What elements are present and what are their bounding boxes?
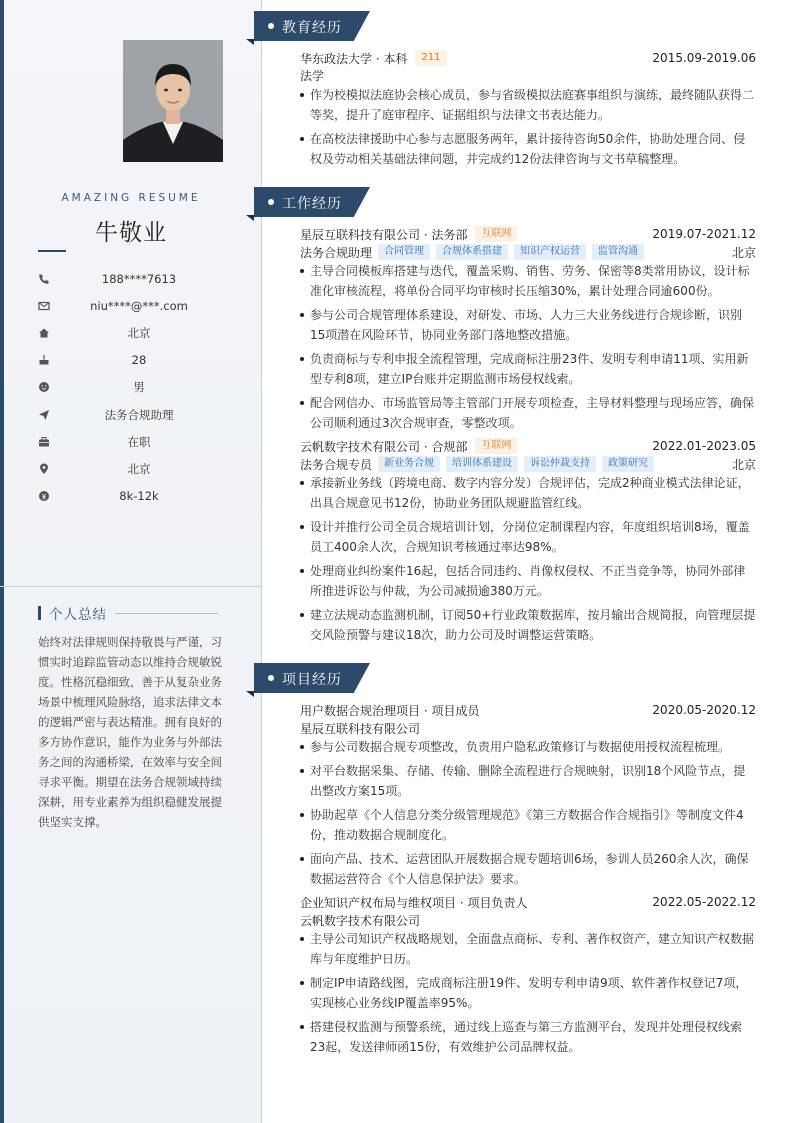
list-item: 参与公司数据合规专项整改，负责用户隐私政策修订与数据使用授权流程梳理。 — [300, 737, 756, 757]
profile-photo — [123, 40, 223, 162]
list-item: 处理商业纠纷案件16起，包括合同违约、肖像权侵权、不正当竞争等，协同外部律所推进诉讼与仲裁，为公司减损逾380万元。 — [300, 561, 756, 601]
job-1-role: 法务合规助理 — [300, 245, 373, 260]
section-education-heading — [254, 11, 370, 41]
project-2-header — [300, 893, 756, 911]
phone-icon — [38, 273, 50, 285]
project-1-bullets — [300, 737, 756, 893]
list-item: 制定IP申请路线图，完成商标注册19件、发明专利申请9项、软件著作权登记7项，实现核心业务线IP覆盖率95%。 — [300, 973, 756, 1013]
job-2-tag: 诉讼仲裁支持 — [524, 456, 596, 472]
ribbon-fold — [246, 691, 254, 697]
section-projects-title: 项目经历 — [282, 672, 342, 688]
ribbon-dot — [268, 199, 274, 205]
info-email-text: niu****@***.com — [90, 298, 188, 313]
info-email — [38, 292, 240, 319]
list-item: 负责商标与专利申报全流程管理，完成商标注册23件、发明专利申请11项、实用新型专利8项，建立IP台账并定期监测市场侵权线索。 — [300, 349, 756, 389]
list-item: 配合网信办、市场监管局等主管部门开展专项检查，主导材料整理与现场应答，确保公司顺利通过3次合规审查，零整改项。 — [300, 393, 756, 433]
job-1-bullets — [300, 261, 756, 437]
summary-heading — [38, 604, 218, 622]
info-location — [38, 455, 240, 482]
list-item: 作为校模拟法庭协会核心成员，参与省级模拟法庭赛事组织与演练，最终随队获得二等奖，提升了庭审程序、证据组织与法律文书表达能力。 — [300, 85, 756, 125]
info-gender-text: 男 — [133, 380, 145, 395]
resume-tagline: AMAZING RESUME — [61, 192, 201, 204]
list-item: 对平台数据采集、存储、传输、删除全流程进行合规映射，识别18个风险节点，提出整改方案15项。 — [300, 761, 756, 801]
list-item: 主导公司知识产权战略规划，全面盘点商标、专利、著作权资产，建立知识产权数据库与年度维护日历。 — [300, 929, 756, 969]
list-item: 主导合同模板库搭建与迭代，覆盖采购、销售、劳务、保密等8类常用协议，设计标准化审核流程，将单份合同平均审核时长压缩30%，累计处理合同逾600份。 — [300, 261, 756, 301]
section-work-title: 工作经历 — [282, 196, 342, 212]
send-icon — [38, 409, 50, 421]
job-1-role-row — [300, 243, 756, 261]
home-icon — [38, 327, 50, 339]
project-2-org: 云帆数字技术有限公司 — [300, 913, 421, 928]
info-age — [38, 347, 240, 374]
avatar-portrait — [123, 40, 223, 162]
list-item: 协助起草《个人信息分类分级管理规范》《第三方数据合作合规指引》等制度文件4份，推动数据合规制度化。 — [300, 805, 756, 845]
ribbon-fold — [246, 215, 254, 221]
summary-heading-rule — [115, 613, 218, 614]
info-home — [38, 319, 240, 346]
info-target-role — [38, 401, 240, 428]
name-underline — [38, 250, 66, 252]
candidate-name: 牛敬业 — [95, 220, 167, 246]
project-1-name: 用户数据合规治理项目 · 项目成员 — [300, 703, 480, 718]
info-home-text: 北京 — [127, 325, 151, 340]
job-1-header — [300, 225, 756, 243]
list-item: 参与公司合规管理体系建设，对研发、市场、人力三大业务线进行合规诊断，识别15项潜在风险环节，协同业务部门落地整改措施。 — [300, 305, 756, 345]
ribbon-dot — [268, 675, 274, 681]
section-education-title: 教育经历 — [282, 20, 342, 36]
mail-icon — [38, 300, 50, 312]
project-2-name: 企业知识产权布局与维权项目 · 项目负责人 — [300, 895, 528, 910]
job-1-city: 北京 — [731, 245, 756, 260]
section-work-heading — [254, 187, 370, 217]
list-item: 承接新业务线（跨境电商、数字内容分发）合规评估，完成2种商业模式法律论证，出具合规意见书12份，协助业务团队规避监管红线。 — [300, 473, 756, 513]
info-phone-text: 188****7613 — [101, 271, 177, 286]
list-item: 在高校法律援助中心参与志愿服务两年，累计接待咨询50余件，协助处理合同、侵权及劳动相关基础法律问题，并完成约12份法律咨询与文书草稿整理。 — [300, 129, 756, 169]
job-2-role: 法务合规专员 — [300, 457, 373, 472]
project-1-org: 星辰互联科技有限公司 — [300, 721, 421, 736]
info-phone — [38, 265, 240, 292]
education-badge: 211 — [415, 50, 446, 66]
education-major: 法学 — [300, 68, 325, 83]
education-major-row — [300, 66, 756, 84]
section-projects-heading — [254, 663, 370, 693]
summary-heading-bar — [38, 606, 41, 620]
education-bullets — [300, 85, 756, 173]
info-salary-text: 8k-12k — [119, 489, 159, 504]
info-salary — [38, 483, 240, 510]
location-icon — [38, 463, 50, 475]
job-2-industry-badge: 互联网 — [475, 438, 517, 454]
job-2-company: 云帆数字技术有限公司 · 合规部 — [300, 439, 468, 454]
ribbon-dot — [268, 23, 274, 29]
list-item: 面向产品、技术、运营团队开展数据合规专题培训6场，参训人员260余人次，确保数据运营符合《个人信息保护法》要求。 — [300, 849, 756, 889]
job-1-tag: 合同管理 — [378, 244, 430, 260]
project-1-date: 2020.05-2020.12 — [652, 703, 756, 717]
summary-text: 始终对法律规则保持敬畏与严谨，习惯实时追踪监管动态以维持合规敏锐度。性格沉稳细致，善于从复杂业务场景中梳理风险脉络，追求法律文本的逻辑严密与表达精准。拥有良好的多方协作意识，能作为业务与外部法务之间的沟通桥梁，在效率与安全间寻求平衡。期望在法务合规领域持续深耕，用专业素养为组织稳健发展提供坚实支撑。 — [38, 635, 222, 829]
cake-icon — [38, 354, 50, 366]
list-item: 搭建侵权监测与预警系统，通过线上巡查与第三方监测平台，发现并处理侵权线索23起，发送律师函15份，有效维护公司品牌权益。 — [300, 1017, 756, 1057]
info-target-role-text: 法务合规助理 — [104, 407, 174, 422]
job-1-tag: 合规体系搭建 — [436, 244, 508, 260]
job-1-industry-badge: 互联网 — [475, 226, 517, 242]
money-icon — [38, 490, 50, 502]
education-school: 华东政法大学 · 本科 — [300, 51, 408, 66]
contact-info-list — [38, 265, 240, 510]
job-1-tag: 知识产权运营 — [514, 244, 586, 260]
job-1-company: 星辰互联科技有限公司 · 法务部 — [300, 227, 468, 242]
job-2-tag: 培训体系建设 — [446, 456, 518, 472]
info-age-text: 28 — [131, 353, 147, 368]
sidebar-divider — [0, 586, 262, 587]
job-2-bullets — [300, 473, 756, 649]
project-1-org-row — [300, 719, 756, 737]
project-2-date: 2022.05-2022.12 — [652, 895, 756, 909]
job-2-role-row — [300, 455, 756, 473]
list-item: 建立法规动态监测机制，订阅50+行业政策数据库，按月输出合规简报，向管理层提交风险预警与建议18次，助力公司及时调整运营策略。 — [300, 605, 756, 645]
job-2-date: 2022.01-2023.05 — [652, 439, 756, 453]
job-1-date: 2019.07-2021.12 — [652, 227, 756, 241]
job-1-tag: 监管沟通 — [592, 244, 644, 260]
briefcase-icon — [38, 436, 50, 448]
project-2-org-row — [300, 911, 756, 929]
education-date: 2015.09-2019.06 — [652, 51, 756, 65]
info-status-text: 在职 — [127, 434, 151, 449]
info-status — [38, 428, 240, 455]
project-2-bullets — [300, 929, 756, 1061]
job-2-header — [300, 437, 756, 455]
sidebar — [0, 0, 262, 1123]
education-header — [300, 49, 756, 67]
info-location-text: 北京 — [127, 461, 151, 476]
job-2-tag: 新业务合规 — [378, 456, 440, 472]
job-2-tag: 政策研究 — [602, 456, 654, 472]
face-icon — [38, 381, 50, 393]
info-gender — [38, 374, 240, 401]
summary-title: 个人总结 — [49, 607, 107, 623]
job-2-city: 北京 — [731, 457, 756, 472]
sidebar-accent-strip — [0, 0, 4, 1123]
project-1-header — [300, 701, 756, 719]
ribbon-fold — [246, 39, 254, 45]
list-item: 设计并推行公司全员合规培训计划，分岗位定制课程内容，年度组织培训8场，覆盖员工400余人次，合规知识考核通过率达98%。 — [300, 517, 756, 557]
